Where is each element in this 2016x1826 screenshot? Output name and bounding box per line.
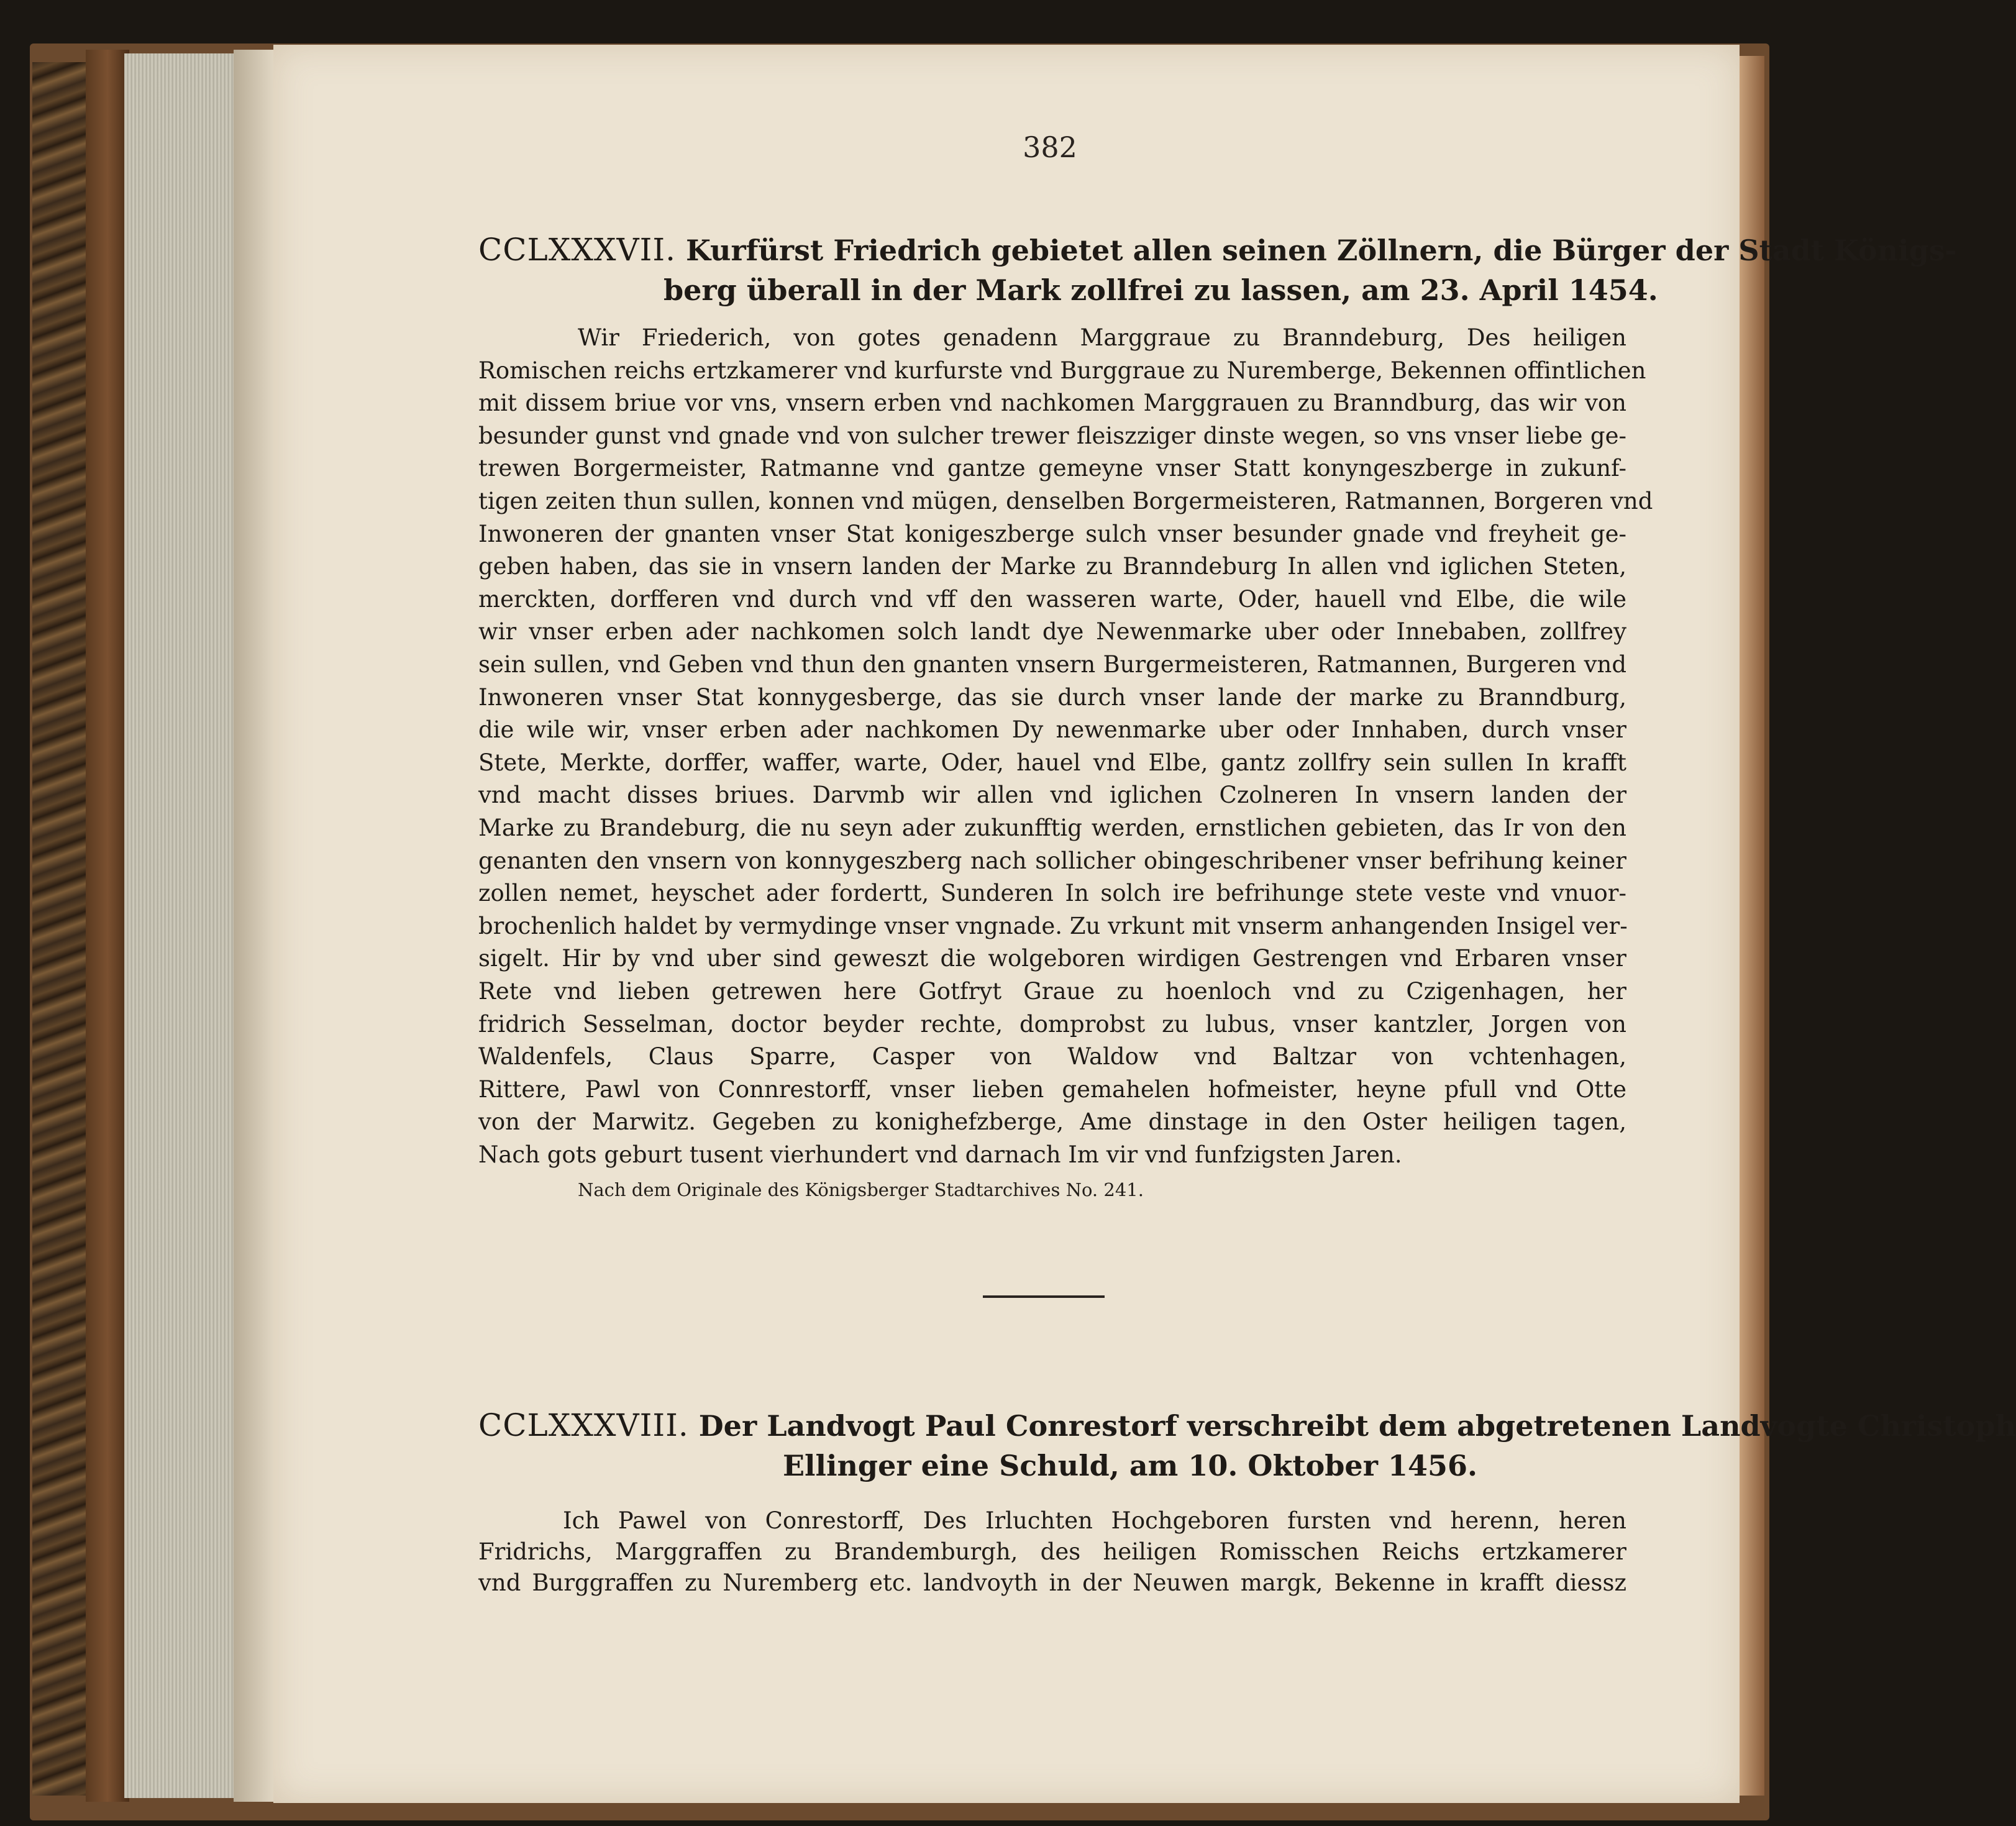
section1-body-line: Inwoneren vnser Stat konnygesberge, das sie durch vnser lande der marke zu Branndburg, bbox=[478, 683, 1626, 711]
section2-title-part-1: Der Landvogt Paul Conrestorf verschreibt dem abgetretenen Landvogte Christoph bbox=[698, 1409, 2016, 1443]
section2-heading-line-2: Ellinger eine Schuld, am 10. Oktober 1456. bbox=[783, 1449, 1477, 1482]
section2-body-line: Fridrichs, Marggraffen zu Brandemburgh, des heiligen Romisschen Reichs ertzkamerer bbox=[478, 1538, 1626, 1565]
section1-body-line: Stete, Merkte, dorffer, waffer, warte, Oder, hauel vnd Elbe, gantz zollfry sein sullen In krafft bbox=[478, 749, 1626, 776]
section1-heading-line-1 bbox=[478, 230, 1957, 270]
section1-body-line: geben haben, das sie in vnsern landen der Marke zu Branndeburg In allen vnd iglichen Steten, bbox=[478, 553, 1626, 580]
section1-body-line: Romischen reichs ertzkamerer vnd kurfurste vnd Burggraue zu Nuremberge, Bekennen offintlichen bbox=[478, 357, 1646, 384]
marbled-cover-edge bbox=[32, 62, 87, 1796]
section2-body-line: Ich Pawel von Conrestorff, Des Irluchten Hochgeboren fursten vnd herenn, heren bbox=[563, 1507, 1626, 1534]
section1-body-line: vnd macht disses briues. Darvmb wir allen vnd iglichen Czolneren In vnsern landen der bbox=[478, 782, 1626, 809]
section2-heading bbox=[478, 1405, 2016, 1486]
source-note: Nach dem Originale des Königsberger Stadtarchives No. 241. bbox=[578, 1179, 1144, 1200]
section1-body-line: Nach gots geburt tusent vierhundert vnd darnach Im vir vnd funfzigsten Jaren. bbox=[478, 1141, 1402, 1168]
section1-body-line: tigen zeiten thun sullen, konnen vnd mügen, denselben Borgermeisteren, Ratmannen, Borgeren vnd bbox=[478, 488, 1653, 514]
section1-title-part-1: Kurfürst Friedrich gebietet allen seinen Zöllnern, die Bürger der Stadt Königs- bbox=[686, 234, 1957, 267]
section1-body-line: besunder gunst vnd gnade vnd von sulcher trewer fleiszziger dinste wegen, so vns vnser liebe ge- bbox=[478, 422, 1626, 449]
fore-edge bbox=[1740, 56, 1764, 1796]
section1-body-line: brochenlich haldet by vermydinge vnser vngnade. Zu vrkunt mit vnserm anhangenden Insigel ver- bbox=[478, 912, 1628, 939]
section1-body-line: mit dissem briue vor vns, vnsern erben vnd nachkomen Marggrauen zu Branndburg, das wir von bbox=[478, 390, 1626, 417]
section1-heading-line-2: berg überall in der Mark zollfrei zu lassen, am 23. April 1454. bbox=[664, 273, 1658, 307]
section1-heading bbox=[478, 230, 1957, 310]
section1-body-line: Waldenfels, Claus Sparre, Casper von Waldow vnd Baltzar von vchtenhagen, bbox=[478, 1043, 1626, 1070]
section1-body-line: die wile wir, vnser erben ader nachkomen Dy newenmarke uber oder Innhaben, durch vnser bbox=[478, 716, 1626, 744]
section1-body-line: sein sullen, vnd Geben vnd thun den gnanten vnsern Burgermeisteren, Ratmannen, Burgeren vnd bbox=[478, 651, 1626, 678]
section1-body-line: Rittere, Pawl von Connrestorff, vnser lieben gemahelen hofmeister, heyne pfull vnd Otte bbox=[478, 1075, 1626, 1103]
page-number: 382 bbox=[1023, 130, 1077, 164]
section2-numeral: CCLXXXVIII. bbox=[478, 1407, 689, 1443]
section1-body-line: fridrich Sesselman, doctor beyder rechte, domprobst zu lubus, vnser kantzler, Jorgen von bbox=[478, 1010, 1626, 1038]
section1-body-line: merckten, dorfferen vnd durch vnd vff den wasseren warte, Oder, hauell vnd Elbe, die wile bbox=[478, 585, 1626, 613]
section1-body-line: von der Marwitz. Gegeben zu konighefzberge, Ame dinstage in den Oster heiligen tagen, bbox=[478, 1108, 1626, 1136]
section1-body-line: genanten den vnsern von konnygeszberg nach sollicher obingeschribener vnser befrihung keiner bbox=[478, 847, 1626, 874]
section1-body-line: zollen nemet, heyschet ader fordertt, Sunderen In solch ire befrihunge stete veste vnd vnuor- bbox=[478, 880, 1626, 907]
page-block-edges bbox=[124, 53, 236, 1798]
section1-body-line: sigelt. Hir by vnd uber sind geweszt die wolgeboren wirdigen Gestrengen vnd Erbaren vnser bbox=[478, 945, 1626, 972]
section1-body-line: wir vnser erben ader nachkomen solch landt dye Newenmarke uber oder Innebaben, zollfrey bbox=[478, 618, 1626, 646]
section2-body-line: vnd Burggraffen zu Nuremberg etc. landvoyth in der Neuwen margk, Bekenne in krafft diessz bbox=[478, 1569, 1626, 1596]
section2-heading-line-1 bbox=[478, 1405, 2016, 1446]
section1-body-line: Wir Friederich, von gotes genadenn Marggraue zu Branndeburg, Des heiligen bbox=[578, 324, 1626, 351]
section1-body-line: Inwoneren der gnanten vnser Stat konigeszberge sulch vnser besunder gnade vnd freyheit ge- bbox=[478, 520, 1626, 547]
section-separator bbox=[983, 1295, 1105, 1298]
section1-body-line: Marke zu Brandeburg, die nu seyn ader zukunfftig werden, ernstlichen gebieten, das Ir von den bbox=[478, 815, 1626, 841]
section1-body-line: Rete vnd lieben getrewen here Gotfryt Graue zu hoenloch vnd zu Czigenhagen, her bbox=[478, 978, 1626, 1005]
leather-binding bbox=[86, 50, 129, 1802]
section1-numeral: CCLXXXVII. bbox=[478, 232, 677, 268]
page-gutter bbox=[234, 50, 277, 1802]
section1-body-line: trewen Borgermeister, Ratmanne vnd gantze gemeyne vnser Statt konyngeszberge in zukunf- bbox=[478, 455, 1626, 482]
